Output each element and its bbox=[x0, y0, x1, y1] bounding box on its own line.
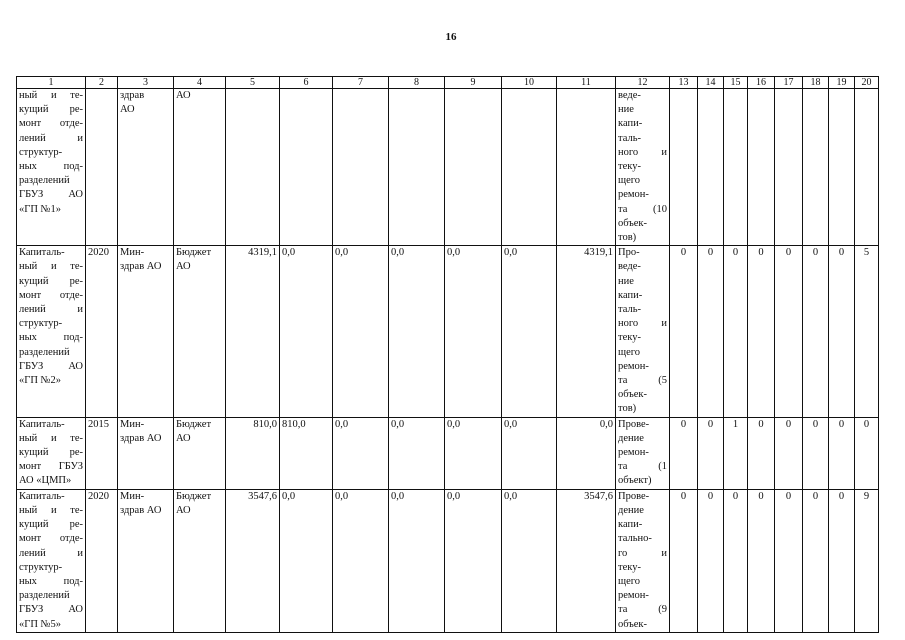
cell-text-line: теку- bbox=[618, 161, 641, 173]
cell-text-line: Капиталь- bbox=[19, 490, 65, 502]
cell-text-line: дение bbox=[618, 504, 644, 516]
indicator-value-cell: 0 bbox=[803, 417, 829, 489]
cell-text-line: капи- bbox=[618, 118, 643, 130]
indicator-value-cell bbox=[724, 89, 748, 246]
amount-cell bbox=[333, 89, 389, 246]
column-header: 11 bbox=[557, 77, 616, 89]
amount-cell: 0,0 bbox=[389, 417, 445, 489]
cell-text-line: «ГП №5» bbox=[19, 618, 62, 630]
data-table bbox=[16, 76, 879, 633]
funding-source-cell: АО bbox=[174, 89, 226, 246]
amount-cell: 0,0 bbox=[389, 489, 445, 632]
indicator-value-cell: 0 bbox=[698, 489, 724, 632]
cell-text-line: ных под- bbox=[19, 161, 83, 173]
cell-text-line: разделений bbox=[19, 590, 70, 602]
cell-text-line: «ГП №1» bbox=[19, 203, 62, 215]
page-number: 16 bbox=[445, 31, 457, 43]
amount-cell: 0,0 bbox=[333, 489, 389, 632]
cell-text-line: Капиталь- bbox=[19, 247, 65, 259]
cell-text-line: веде- bbox=[618, 90, 641, 101]
indicator-value-cell: 0 bbox=[748, 246, 775, 417]
amount-cell: 0,0 bbox=[502, 417, 557, 489]
cell-text-line: Про- bbox=[618, 247, 640, 259]
cell-text-line: та (9 bbox=[618, 604, 667, 616]
amount-cell: 4319,1 bbox=[557, 246, 616, 417]
result-description-cell bbox=[616, 89, 670, 246]
column-header: 5 bbox=[226, 77, 280, 89]
year-cell bbox=[86, 89, 118, 246]
year-cell: 2015 bbox=[86, 417, 118, 489]
funding-source-cell: Бюджет АО bbox=[174, 489, 226, 632]
cell-text-line: объек- bbox=[618, 389, 648, 401]
table-row bbox=[17, 89, 879, 246]
cell-text-line: монт отде- bbox=[19, 118, 83, 130]
column-header: 9 bbox=[445, 77, 502, 89]
cell-text-line: ремон- bbox=[618, 189, 649, 201]
cell-text-line: структур- bbox=[19, 146, 63, 158]
cell-text-line: ние bbox=[618, 275, 634, 287]
executor-cell bbox=[118, 246, 174, 417]
funding-source-cell: Бюджет АО bbox=[174, 417, 226, 489]
column-header: 20 bbox=[855, 77, 879, 89]
indicator-value-cell: 0 bbox=[775, 417, 803, 489]
column-header: 14 bbox=[698, 77, 724, 89]
cell-text-line: Мин- bbox=[120, 418, 145, 430]
cell-text-line: тально- bbox=[618, 533, 652, 545]
cell-text-line: монт отде- bbox=[19, 533, 83, 545]
cell-text-line: ГБУЗ АО bbox=[19, 189, 83, 201]
indicator-value-cell: 0 bbox=[803, 246, 829, 417]
cell-text-line: лений и bbox=[19, 132, 83, 144]
cell-text-line: объек- bbox=[618, 618, 648, 630]
column-header: 1 bbox=[17, 77, 86, 89]
cell-text-line: ный и те- bbox=[19, 504, 83, 516]
cell-text-line: ного и bbox=[618, 318, 667, 330]
cell-text-line: лений и bbox=[19, 304, 83, 316]
cell-text-line: Мин- bbox=[120, 247, 145, 259]
amount-cell bbox=[445, 89, 502, 246]
total-amount-cell: 3547,6 bbox=[226, 489, 280, 632]
year-cell: 2020 bbox=[86, 246, 118, 417]
indicator-value-cell: 0 bbox=[829, 246, 855, 417]
result-description-cell bbox=[616, 417, 670, 489]
cell-text-line: АО «ЦМП» bbox=[19, 475, 72, 487]
result-description-cell bbox=[616, 246, 670, 417]
amount-cell: 0,0 bbox=[333, 417, 389, 489]
total-amount-cell: 4319,1 bbox=[226, 246, 280, 417]
indicator-value-cell bbox=[775, 89, 803, 246]
amount-cell: 0,0 bbox=[333, 246, 389, 417]
cell-text-line: ремон- bbox=[618, 447, 649, 459]
activity-name-cell bbox=[17, 417, 86, 489]
indicator-value-cell: 5 bbox=[855, 246, 879, 417]
cell-text-line: лений и bbox=[19, 547, 83, 559]
cell-text-line: щего bbox=[618, 346, 641, 358]
cell-text-line: здрав АО bbox=[120, 504, 162, 516]
cell-text-line: разделений bbox=[19, 346, 70, 358]
indicator-value-cell: 0 bbox=[775, 246, 803, 417]
cell-text-line: теку- bbox=[618, 561, 641, 573]
cell-text-line: тов) bbox=[618, 403, 637, 415]
cell-text-line: ный и те- bbox=[19, 90, 83, 101]
cell-text-line: кущий ре- bbox=[19, 519, 83, 531]
column-header: 3 bbox=[118, 77, 174, 89]
executor-cell bbox=[118, 417, 174, 489]
indicator-value-cell: 0 bbox=[698, 417, 724, 489]
column-header: 8 bbox=[389, 77, 445, 89]
cell-text-line: структур- bbox=[19, 318, 63, 330]
cell-text-line: кущий ре- bbox=[19, 275, 83, 287]
cell-text-line: «ГП №2» bbox=[19, 375, 62, 387]
cell-text-line: щего bbox=[618, 175, 641, 187]
table-row bbox=[17, 489, 879, 632]
cell-text-line: дение bbox=[618, 432, 644, 444]
table-row bbox=[17, 246, 879, 417]
funding-source-cell: Бюджет АО bbox=[174, 246, 226, 417]
table-row bbox=[17, 417, 879, 489]
indicator-value-cell: 0 bbox=[670, 417, 698, 489]
cell-text-line: Прове- bbox=[618, 490, 650, 502]
indicator-value-cell: 0 bbox=[724, 246, 748, 417]
amount-cell: 0,0 bbox=[445, 417, 502, 489]
indicator-value-cell: 0 bbox=[748, 489, 775, 632]
indicator-value-cell bbox=[670, 89, 698, 246]
cell-text-line: ние bbox=[618, 104, 634, 116]
cell-text-line: ГБУЗ АО bbox=[19, 604, 83, 616]
cell-text-line: щего bbox=[618, 575, 641, 587]
indicator-value-cell: 9 bbox=[855, 489, 879, 632]
cell-text-line: та (10 bbox=[618, 203, 667, 215]
amount-cell: 0,0 bbox=[389, 246, 445, 417]
cell-text-line: веде- bbox=[618, 261, 641, 273]
activity-name-cell bbox=[17, 246, 86, 417]
cell-text-line: ный и те- bbox=[19, 261, 83, 273]
cell-text-line: кущий ре- bbox=[19, 104, 83, 116]
indicator-value-cell bbox=[855, 89, 879, 246]
amount-cell: 0,0 bbox=[557, 417, 616, 489]
amount-cell: 0,0 bbox=[502, 246, 557, 417]
total-amount-cell bbox=[226, 89, 280, 246]
cell-text-line: ремон- bbox=[618, 590, 649, 602]
year-cell: 2020 bbox=[86, 489, 118, 632]
cell-text-line: ремон- bbox=[618, 360, 649, 372]
cell-text-line: здрав АО bbox=[120, 261, 162, 273]
cell-text-line: ный и те- bbox=[19, 432, 83, 444]
cell-text-line: тов) bbox=[618, 232, 637, 244]
indicator-value-cell: 0 bbox=[670, 246, 698, 417]
indicator-value-cell: 0 bbox=[724, 489, 748, 632]
cell-text-line: здрав bbox=[120, 90, 145, 101]
amount-cell bbox=[389, 89, 445, 246]
column-header: 16 bbox=[748, 77, 775, 89]
cell-text-line: Прове- bbox=[618, 418, 650, 430]
cell-text-line: структур- bbox=[19, 561, 63, 573]
cell-text-line: та (1 bbox=[618, 461, 667, 473]
activity-name-cell bbox=[17, 489, 86, 632]
cell-text-line: АО bbox=[120, 104, 135, 116]
amount-cell: 3547,6 bbox=[557, 489, 616, 632]
indicator-value-cell: 1 bbox=[724, 417, 748, 489]
indicator-value-cell bbox=[698, 89, 724, 246]
indicator-value-cell: 0 bbox=[775, 489, 803, 632]
cell-text-line: ГБУЗ АО bbox=[19, 360, 83, 372]
cell-text-line: та (5 bbox=[618, 375, 667, 387]
column-header: 7 bbox=[333, 77, 389, 89]
column-header: 17 bbox=[775, 77, 803, 89]
indicator-value-cell: 0 bbox=[803, 489, 829, 632]
amount-cell: 0,0 bbox=[445, 246, 502, 417]
cell-text-line: таль- bbox=[618, 304, 641, 316]
amount-cell: 0,0 bbox=[280, 246, 333, 417]
cell-text-line: теку- bbox=[618, 332, 641, 344]
indicator-value-cell: 0 bbox=[670, 489, 698, 632]
cell-text-line: ного и bbox=[618, 146, 667, 158]
indicator-value-cell bbox=[748, 89, 775, 246]
activity-name-cell bbox=[17, 89, 86, 246]
indicator-value-cell: 0 bbox=[698, 246, 724, 417]
indicator-value-cell: 0 bbox=[829, 417, 855, 489]
executor-cell bbox=[118, 489, 174, 632]
column-header: 12 bbox=[616, 77, 670, 89]
indicator-value-cell bbox=[829, 89, 855, 246]
amount-cell bbox=[557, 89, 616, 246]
indicator-value-cell bbox=[803, 89, 829, 246]
cell-text-line: таль- bbox=[618, 132, 641, 144]
cell-text-line: ных под- bbox=[19, 332, 83, 344]
cell-text-line: здрав АО bbox=[120, 432, 162, 444]
column-header: 2 bbox=[86, 77, 118, 89]
column-header: 6 bbox=[280, 77, 333, 89]
column-header: 4 bbox=[174, 77, 226, 89]
amount-cell: 0,0 bbox=[502, 489, 557, 632]
total-amount-cell: 810,0 bbox=[226, 417, 280, 489]
result-description-cell bbox=[616, 489, 670, 632]
cell-text-line: го и bbox=[618, 547, 667, 559]
cell-text-line: Мин- bbox=[120, 490, 145, 502]
cell-text-line: кущий ре- bbox=[19, 447, 83, 459]
column-header: 15 bbox=[724, 77, 748, 89]
header-row bbox=[17, 77, 879, 89]
amount-cell: 810,0 bbox=[280, 417, 333, 489]
cell-text-line: монт ГБУЗ bbox=[19, 461, 83, 473]
column-header: 10 bbox=[502, 77, 557, 89]
amount-cell: 0,0 bbox=[445, 489, 502, 632]
amount-cell bbox=[502, 89, 557, 246]
indicator-value-cell: 0 bbox=[829, 489, 855, 632]
indicator-value-cell: 0 bbox=[855, 417, 879, 489]
cell-text-line: ных под- bbox=[19, 575, 83, 587]
cell-text-line: разделений bbox=[19, 175, 70, 187]
cell-text-line: капи- bbox=[618, 289, 643, 301]
executor-cell bbox=[118, 89, 174, 246]
cell-text-line: Капиталь- bbox=[19, 418, 65, 430]
cell-text-line: объек- bbox=[618, 217, 648, 229]
column-header: 19 bbox=[829, 77, 855, 89]
cell-text-line: объект) bbox=[618, 475, 652, 487]
cell-text-line: капи- bbox=[618, 519, 643, 531]
amount-cell bbox=[280, 89, 333, 246]
cell-text-line: монт отде- bbox=[19, 289, 83, 301]
indicator-value-cell: 0 bbox=[748, 417, 775, 489]
amount-cell: 0,0 bbox=[280, 489, 333, 632]
column-header: 18 bbox=[803, 77, 829, 89]
column-header: 13 bbox=[670, 77, 698, 89]
